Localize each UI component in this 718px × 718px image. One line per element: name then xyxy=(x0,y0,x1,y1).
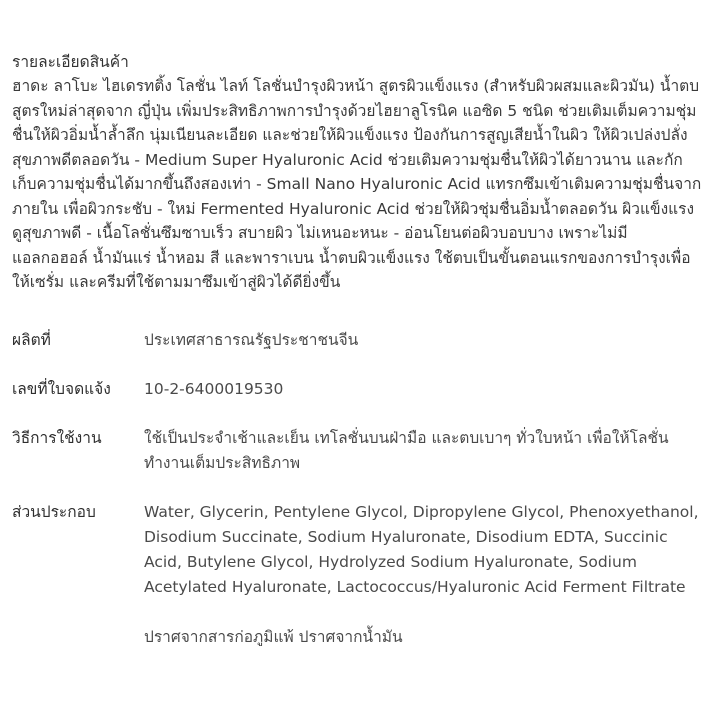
spec-row-ingredients xyxy=(12,500,702,650)
spec-value-origin: ประเทศสาธารณรัฐประชาชนจีน xyxy=(144,330,359,349)
spec-value-registration: 10-2-6400019530 xyxy=(144,379,284,398)
ingredients-list: Water, Glycerin, Pentylene Glycol, Dipropylene Glycol, Phenoxyethanol, Disodium Succinate, Sodium Hyaluronate, Disodium EDTA, Succinic Acid, Butylene Glycol, Hydrolyzed Sodium Hyaluronate, Sodium Acetylated Hyaluronate, Lactococcus/Hyaluronic Acid Ferment Filtrate xyxy=(144,502,699,596)
spec-label-origin: ผลิตที่ xyxy=(12,330,51,349)
product-specs xyxy=(12,328,702,650)
spec-label-ingredients: ส่วนประกอบ xyxy=(12,502,96,521)
ingredients-note: ปราศจากสารก่อภูมิแพ้ ปราศจากน้ำมัน xyxy=(144,627,403,646)
spec-value-ingredients-block xyxy=(144,500,702,650)
spec-row-usage xyxy=(12,426,702,476)
spec-row-origin xyxy=(12,328,702,353)
spec-value-usage: ใช้เป็นประจำเช้าและเย็น เทโลชั่นบนฝ่ามือ และตบเบาๆ ทั่วใบหน้า เพื่อให้โลชั่นทำงานเต็มประสิทธิภาพ xyxy=(144,428,669,472)
spec-label-registration: เลขที่ใบจดแจ้ง xyxy=(12,379,111,398)
product-description: ฮาดะ ลาโบะ ไฮเดรทติ้ง โลชั่น ไลท์ โลชั่นบำรุงผิวหน้า สูตรผิวแข็งแรง (สำหรับผิวผสมและผิวมัน) น้ำตบสูตรใหม่ล่าสุดจาก ญี่ปุ่น เพิ่มประสิทธิภาพการบำรุงด้วยไฮยาลูโรนิค แอซิด 5 ชนิด ช่วยเติมเต็มความชุ่มชื่นให้ผิวอิ่มน้ำล้ำลึก นุ่มเนียนละเอียด และช่วยให้ผิวแข็งแรง ป้องกันการสูญเสียน้ำในผิว ให้ผิวเปล่งปลั่งสุขภาพดีตลอดวัน - Medium Super Hyaluronic Acid ช่วยเติมความชุ่มชื่นให้ผิวได้ยาวนาน และกักเก็บความชุ่มชื่นได้มากขึ้นถึงสองเท่า - Small Nano Hyaluronic Acid แทรกซึมเข้าเติมความชุ่มชื่นจากภายใน เพื่อผิวกระชับ - ใหม่ Fermented Hyaluronic Acid ช่วยให้ผิวชุ่มชื่นอิ่มน้ำตลอดวัน ผิวแข็งแรงดูสุขภาพดี - เนื้อโลชั่นซึมซาบเร็ว สบายผิว ไม่เหนอะหนะ - อ่อนโยนต่อผิวบอบบาง เพราะไม่มีแอลกอฮอล์ น้ำมันแร่ น้ำหอม สี และพาราเบน น้ำตบผิวแข็งแรง ใช้ตบเป็นขั้นตอนแรกของการบำรุงเพื่อให้เซรั่ม และครีมที่ใช้ตามมาซึมเข้าสู่ผิวได้ดียิ่งขึ้น xyxy=(12,77,702,291)
spec-label-usage: วิธีการใช้งาน xyxy=(12,428,102,447)
spec-row-registration xyxy=(12,377,702,402)
product-details-heading: รายละเอียดสินค้า xyxy=(12,53,129,71)
product-details-panel xyxy=(12,50,702,650)
